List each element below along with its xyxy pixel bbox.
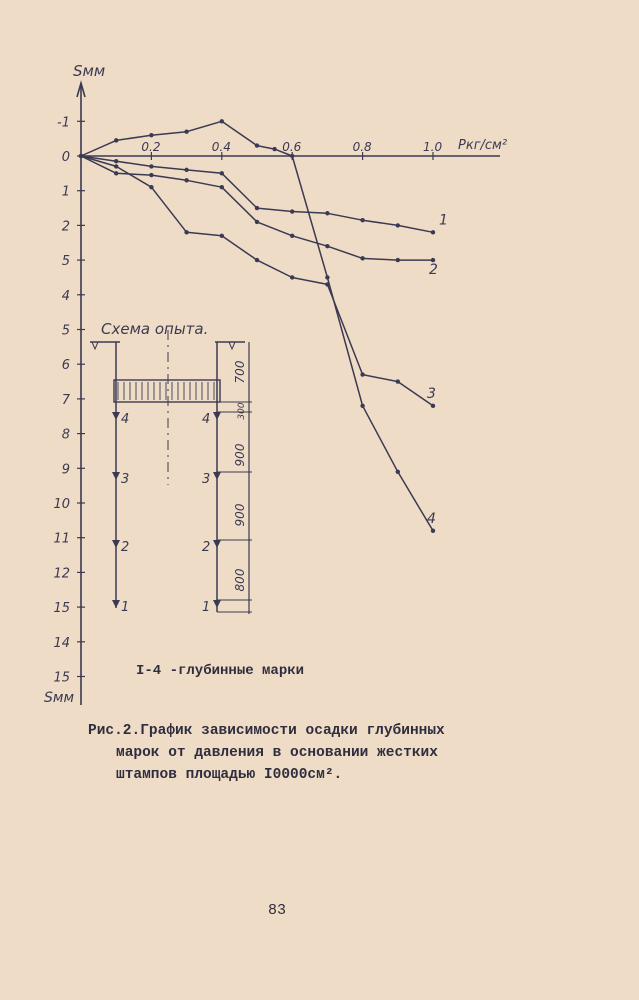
series-line-3 <box>81 156 433 406</box>
y-tick-label: 9 <box>61 462 70 478</box>
schema-dim-label: 900 <box>233 503 247 527</box>
caption-line-2: марок от давления в основании жестких <box>116 745 438 761</box>
series-3-point <box>396 379 400 383</box>
series-1-point <box>325 211 329 215</box>
schema-dim-label: 900 <box>233 443 247 467</box>
schema-left-mark-label: 4 <box>121 412 130 427</box>
x-tick-label: 0.4 <box>211 140 231 154</box>
y-axis-label-bottom: Sмм <box>44 690 75 706</box>
schema-right-mark-label: 2 <box>202 540 211 555</box>
y-tick-label: 5 <box>61 254 70 270</box>
series-2-point <box>255 220 259 224</box>
y-tick-label: 0 <box>61 150 70 165</box>
series-4-point <box>396 470 400 474</box>
y-tick-label: 2 <box>61 219 70 235</box>
series-1-point <box>431 230 435 234</box>
series-4-point <box>220 119 224 123</box>
series-4-point <box>360 404 364 408</box>
y-tick-label: 14 <box>53 635 70 651</box>
schema-left-mark-label: 1 <box>121 600 130 615</box>
series-2-point <box>220 185 224 189</box>
series-2-point <box>149 173 153 177</box>
series-label-3: 3 <box>427 385 436 402</box>
caption-line-3: штампов площадью I0000см². <box>116 767 343 783</box>
y-tick-label: 11 <box>53 531 70 547</box>
series-1-point <box>184 168 188 172</box>
y-tick-label: 7 <box>61 392 70 408</box>
schema-left-mark <box>112 600 120 608</box>
schema-dim-label: 300 <box>237 402 247 420</box>
y-tick-label: 15 <box>53 670 70 686</box>
series-1-point <box>220 171 224 175</box>
x-tick-label: 0.8 <box>352 140 372 154</box>
y-tick-label: 6 <box>61 358 70 374</box>
schema-right-mark <box>213 540 221 548</box>
series-3-point <box>360 372 364 376</box>
schema-left-mark-label: 3 <box>121 472 130 487</box>
schema-left-mark <box>112 540 120 548</box>
schema-left-bracket <box>92 342 98 349</box>
series-1-point <box>396 223 400 227</box>
series-2-point <box>184 178 188 182</box>
schema-right-mark-label: 3 <box>202 472 211 487</box>
y-tick-label: 8 <box>61 427 70 443</box>
series-1-point <box>114 159 118 163</box>
y-axis-label-top: Sмм <box>73 62 106 80</box>
schema-left-mark <box>112 412 120 420</box>
series-4-point <box>114 138 118 142</box>
caption-line-1: Рис.2.График зависимости осадки глубинных <box>88 723 445 739</box>
y-tick-label: 15 <box>53 601 70 617</box>
series-label-1: 1 <box>439 212 448 229</box>
series-3-point <box>114 164 118 168</box>
series-1-point <box>360 218 364 222</box>
y-tick-label: 1 <box>61 184 70 200</box>
x-tick-label: 0.2 <box>141 140 161 154</box>
schema-dim-label: 700 <box>233 360 247 384</box>
series-3-point <box>220 234 224 238</box>
schema-left-mark-label: 2 <box>121 540 130 555</box>
page-number: 83 <box>268 902 287 919</box>
series-3-point <box>290 275 294 279</box>
series-2-point <box>290 234 294 238</box>
experiment-schema <box>90 320 252 615</box>
series-label-2: 2 <box>429 262 438 279</box>
y-tick-label: 12 <box>53 566 70 582</box>
schema-right-mark <box>213 600 221 608</box>
series-4-point <box>184 130 188 134</box>
series-4-point <box>149 133 153 137</box>
y-tick-label: 10 <box>53 497 70 512</box>
series-1-point <box>290 209 294 213</box>
y-tick-label: 4 <box>61 288 70 304</box>
series-4-point <box>431 529 435 533</box>
schema-title: Схема опыта. <box>101 320 209 338</box>
series-label-4: 4 <box>427 510 436 527</box>
x-axis-label: Pкг/см² <box>458 138 508 153</box>
series-2-point <box>325 244 329 248</box>
series-1-point <box>149 164 153 168</box>
series-4-point <box>290 154 294 158</box>
series-3-point <box>184 230 188 234</box>
schema-left-mark <box>112 472 120 480</box>
series-1-point <box>255 206 259 210</box>
schema-right-mark <box>213 412 221 420</box>
schema-right-mark <box>213 472 221 480</box>
series-3-point <box>255 258 259 262</box>
series-3-point <box>431 404 435 408</box>
schema-right-mark-label: 1 <box>202 600 211 615</box>
figure-caption <box>88 720 488 786</box>
series-4-point <box>255 143 259 147</box>
x-tick-label: 0.6 <box>282 140 302 154</box>
series-4-point <box>325 275 329 279</box>
y-tick-label: -1 <box>57 115 70 131</box>
series-2-point <box>114 171 118 175</box>
series-3-point <box>149 185 153 189</box>
series-4-point <box>272 147 276 151</box>
schema-right-bracket <box>229 342 235 349</box>
schema-dim-label: 800 <box>233 568 247 592</box>
series-4-point <box>79 154 83 158</box>
series-2-point <box>396 258 400 262</box>
x-tick-label: 1.0 <box>423 140 443 154</box>
series-2-point <box>360 256 364 260</box>
schema-right-mark-label: 4 <box>202 412 211 427</box>
y-tick-label: 5 <box>61 323 70 339</box>
legend-note: I-4 -глубинные марки <box>136 663 305 679</box>
